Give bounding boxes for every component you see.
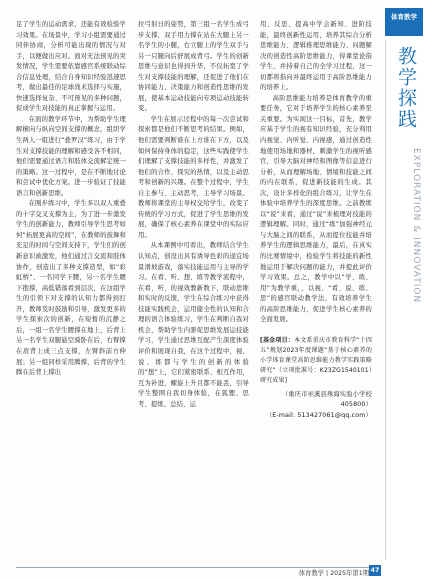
journal-tab-label: 体育教学 xyxy=(391,13,417,21)
paragraph: 从本课例中可看出，教师结合学生认知点，创设出具有诱导色彩的递宜场景滑坡游戏，落实技能运用与主导的学习。在看、听、想、练等教学流程中，在看、听、的视效教新数下，联动思维和实时的反馈，学生在综合练习中获得技能实践机会，运用健全性的认知和合理的语言体验练习，学生在判断自我对机会，帮助学生内驱促思维发展运技能学习，学生通过思维互配产生深度体验评价和展现自我，在这个过程中，视、说、练都与学生的创新的体验的“想”上，它们紧密联系、相互作用，互为补进，螺旋上升且都不能丢，引导学生整围自我切身体验，在狐狸、思考、提练、总结、运 xyxy=(138,242,249,408)
footer-journal-name: 体育教学 | 2025年第1期 xyxy=(298,570,369,577)
paragraph: 学生在展示过程中的每一次尝试和探索都是他们不断思考的结果。例如，他们需要判断谁在上方谁在下方，以及如何保持身体的稳定，这些实践使学生们理解了支撑技能的多样性，并激发了他们的合作、探究的热情，以及主动思考和创新的兴趣。在整个过程中，学生自主参与、主动思考，主导学习场景。教师将课堂的主导权交给学生，改变了传统的学习方式，促进了学生思维的发展，确保了核心素养在课堂中的实际应用。 xyxy=(138,115,249,239)
paragraph: 拉弓射日的姿势，第三组一名学生成弓步支撑，双手用力撑在站在大腿上另一名学生的小腿，右立腿上的学生双手与另一只腿向后舒展成背弓。学生的创新思维与意识也得到升华，不仅拓宽了学生对支撑技能的理解，还促进了他们在协同能力、决策能力和创造性思维的发展，使基本运动技能向专项运动技能转变。 xyxy=(138,21,249,113)
text-column-1 xyxy=(16,20,126,379)
journal-tab xyxy=(385,8,423,36)
paragraph: 高阶思维能力培养是体育教学的重要任务，它对于培养学生的核心素养至关重要。为实现这一目标，首先，教学应基于学生的视有知识经验，充分利用内视觉、内听觉、内视感，通过创造性地使用场地和器材，刺激学生的视听感官，引导大脑对神经和图像等信息进行分析，从而理解场地、情境和技能之间的内在联系，促进新技能的生成。其次，设计多样化的组合练习，让学生在体验中培养学生的深度思维。之前教练以“说”来看，通过“说”来梳理对技能的逻辑理解。同时，通过“练”加强神经元与大脑之间的联系，从而提位技能并培养学生的逻辑思维能力，最后，在真实的比赛情境中，检验学生将技能的新性地运用于解决问题的能力，并提此评价学习效果。总之，教学中以“学、练、用”为教学重，，以视、“看、说、练、思”的感官联动教学法，有效培养学生的高阶思维能力，促进学生核心素养的全面发展。 xyxy=(260,94,372,324)
affiliation-school: （重庆市巫溪县珠海实验小学校 405800） xyxy=(281,390,379,409)
page-number: 47 xyxy=(370,567,380,574)
paragraph: 在面的教学环节中，为帮助学生理解横向与纵向空间支撑的概念，组织学生两人一组进行“叠罗汉”练习，由于学生对支撑技能的理解和感受各不相同，他们需要通过语言和肢体交流解定统一的策略。这一过程中，是在不断地讨论和尝试中优化方案。进一步验证了技能语言和创新思维。 xyxy=(16,115,126,197)
paragraph: 用、反思、提高中学会新知、进阶技能，最终创新性运用，培养其综合分析思维能力、逻辑推理思维能力、问题解决的创造性高阶思维能力，得课堂论指学生、并持着自己的全学习过程，这一切都将指向并最终运用于高阶思维能力的培养上。 xyxy=(260,21,372,92)
page-footer xyxy=(0,563,427,579)
text-column-2 xyxy=(138,20,249,410)
section-sidebar xyxy=(383,0,427,579)
author-affiliation xyxy=(260,390,379,422)
paragraph: 在刚步练习中，学生多以双人重叠的十字交叉支撑为主，为了进一步激发学生的创新能力，教师引导学生思考如何“拓展更高的空间”，在教师的鼓舞和充足的时间与空间支持下，学生们的创新意识被激发，他们通过言交流和肢体协作，创造出了多种支撑造型，如“彩虹桥”、一名同学下腰，另一名学生腰下抱撑，高低错落看到层次，在这组学生的引领下对支撑的认知力都得到打开，教师及时鼓励和引导，激发更多的学生探索次的创新，在短暂的沉静之后，一组一名学生腰撑在地上，后背上另一名学生双腿悬空骑卧在后，右臂撑在肩背上成三点支撑，左臂斜前方伸展；另一组同样采用腾撑，后背的学生腾在后背上撑出 xyxy=(16,200,126,377)
affiliation-email: （E-mail: 513427061@qq.com） xyxy=(265,411,372,419)
paragraph: 足了学生的运动需求，还能有效检验学习效果。在场景中，学习小组需要通过同伴协商，分析可能出现的情况与对手，以便做出应对。面对无法预见的突发情况，学生需要依靠感官系统联动综合信息处理，结合自身知识经验迅速思考，做出最佳的足球战术选择与实施，快速选择复杂、不可预见的多种问题，促成学生对技能的真正掌握与运用。 xyxy=(16,21,126,113)
section-english-title: EXPLORATION & INNOVATION xyxy=(411,148,421,304)
section-title: 教学探践 xyxy=(395,46,417,130)
sidebar-divider xyxy=(385,40,386,560)
fund-text: 本文系重庆市教育科学“十四五”规划2023年度课题“基于核心素养的小学体育课堂高阶思维能力教学实践策略研究”（立项批准号：K23ZG1540101）研究成果] xyxy=(260,336,372,384)
fund-note xyxy=(260,336,372,386)
text-column-3 xyxy=(260,20,379,421)
fund-label: [基金项目： xyxy=(260,336,295,344)
